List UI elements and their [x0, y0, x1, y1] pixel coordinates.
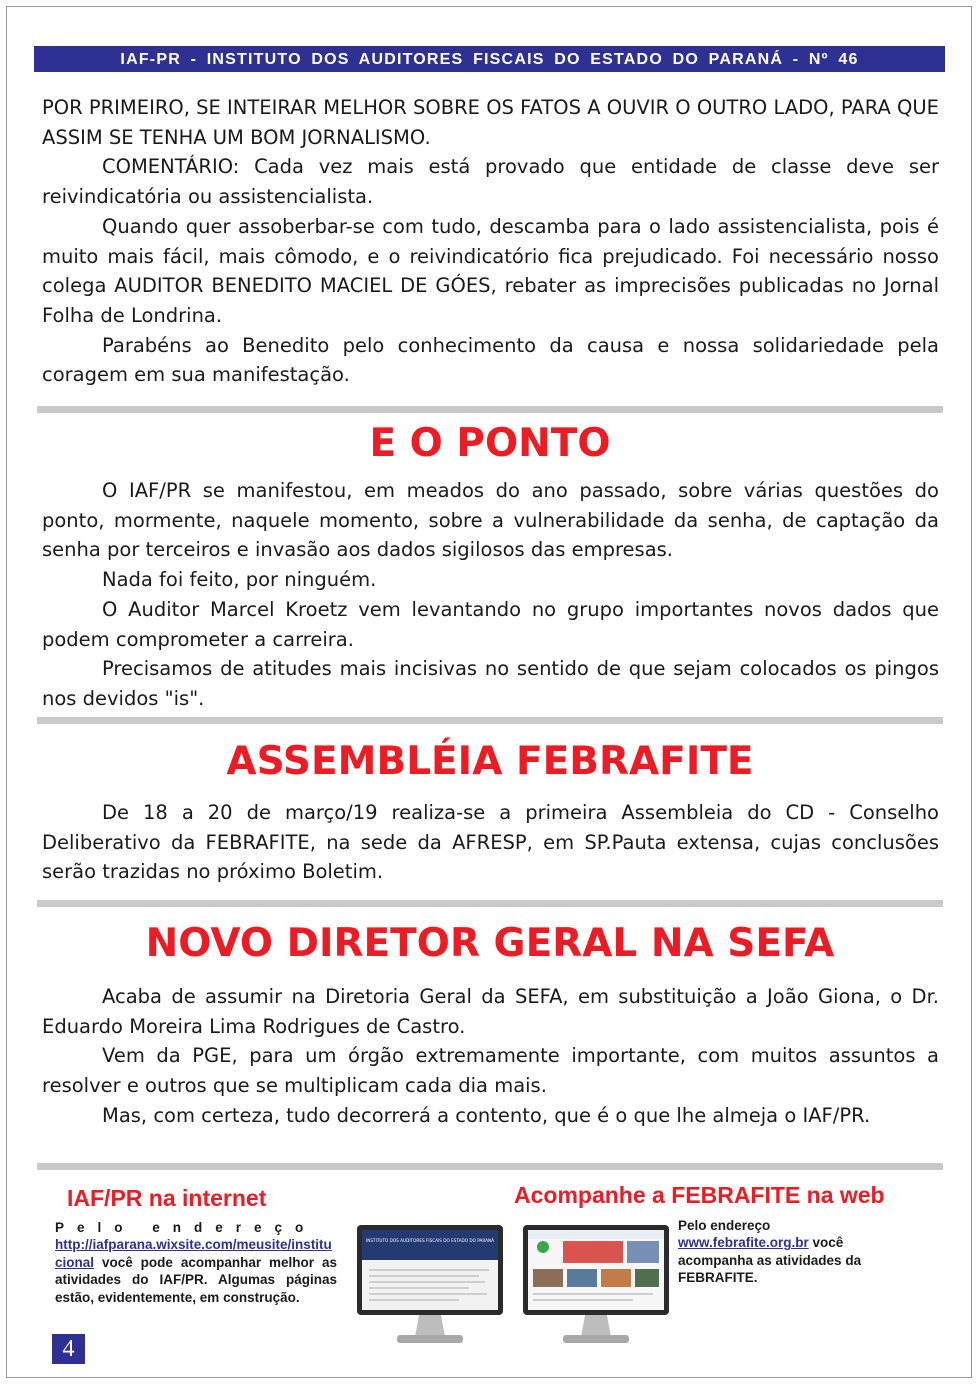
assembleia-paragraph-1: De 18 a 20 de março/19 realiza-se a primeira Assembleia do CD - Conselho Deliberativo da FEBRAFITE, na sede da AFRESP, em SP.Pauta extensa, cujas conclusões serão trazidas no próximo Boletim. — [42, 801, 939, 884]
site-text-line — [533, 1293, 653, 1295]
site-thumb — [567, 1269, 597, 1287]
site-text-line — [369, 1281, 485, 1283]
febrafite-text-after: você acompanha as atividades da FEBRAFITE. — [678, 1235, 862, 1286]
site-text-line — [533, 1299, 633, 1301]
section-divider — [37, 900, 943, 907]
site-text-line — [369, 1299, 459, 1301]
site-header — [528, 1230, 664, 1239]
iaf-site-link[interactable]: http://iafparana.wixsite.com/meusite/institucional — [55, 1237, 332, 1270]
monitor-base — [397, 1335, 463, 1343]
iaf-text-before: Pelo endereço — [55, 1220, 317, 1235]
diretor-paragraph-1: Acaba de assumir na Diretoria Geral da SEFA, em substituição a João Giona, o Dr. Eduardo Moreira Lima Rodrigues de Castro. — [42, 985, 939, 1038]
header-title: IAF-PR - INSTITUTO DOS AUDITORES FISCAIS DO ESTADO DO PARANÁ - Nº 46 — [120, 51, 859, 68]
intro-paragraph-2: COMENTÁRIO: Cada vez mais está provado que entidade de classe deve ser reivindicatória ou assistencialista. — [42, 155, 939, 209]
febrafite-web-text — [678, 1217, 908, 1287]
monitor-neck — [415, 1315, 445, 1337]
site-logo — [537, 1241, 549, 1253]
iaf-text-after: você pode acompanhar melhor as atividades do IAF/PR. Algumas páginas estão, evidentemente, em construção. — [55, 1254, 337, 1305]
iaf-website-monitor — [357, 1225, 503, 1347]
intro-paragraph-4: Parabéns ao Benedito pelo conhecimento da causa e nossa solidariedade pela coragem em sua manifestação. — [42, 333, 939, 387]
section-title-assembleia: ASSEMBLÉIA FEBRAFITE — [226, 739, 754, 784]
iaf-internet-text — [55, 1219, 337, 1306]
site-thumb — [601, 1269, 631, 1287]
site-text-line — [369, 1269, 489, 1271]
diretor-paragraph-3: Mas, com certeza, tudo decorrerá a contento, que é o que lhe almeja o IAF/PR. — [102, 1103, 871, 1127]
febrafite-website-monitor — [523, 1225, 669, 1347]
ponto-paragraph-2: Nada foi feito, por ninguém. — [102, 568, 377, 592]
ponto-paragraph-1: O IAF/PR se manifestou, em meados do ano passado, sobre várias questões do ponto, mormente, naquele momento, sobre a vulnerabilidade da senha, de captação da senha por terceiros e invasão aos dados sigilosos das empresas. — [42, 479, 939, 562]
site-feature-image — [563, 1241, 623, 1263]
intro-paragraph-1: POR PRIMEIRO, SE INTEIRAR MELHOR SOBRE OS FATOS A OUVIR O OUTRO LADO, PARA QUE ASSIM SE TENHA UM BOM JORNALISMO. — [42, 96, 939, 149]
febrafite-text-before: Pelo endereço — [678, 1218, 771, 1233]
site-banner — [362, 1230, 498, 1260]
monitor-neck — [581, 1315, 611, 1337]
febrafite-site-link[interactable]: www.febrafite.org.br — [678, 1235, 809, 1251]
ponto-paragraph-3: O Auditor Marcel Kroetz vem levantando no grupo importantes novos dados que podem comprometer a carreira. — [42, 597, 939, 651]
ponto-paragraph-4: Precisamos de atitudes mais incisivas no sentido de que sejam colocados os pingos nos devidos "is". — [42, 657, 939, 710]
diretor-article — [42, 982, 939, 1131]
site-text-line — [369, 1293, 487, 1295]
site-thumb — [533, 1269, 563, 1287]
site-side-image — [627, 1241, 659, 1263]
site-banner-title: INSTITUTO DOS AUDITORES FISCAIS DO ESTADO DO PARANÁ — [366, 1238, 494, 1243]
newsletter-header — [34, 46, 945, 72]
section-divider — [37, 717, 943, 724]
assembleia-article — [42, 798, 939, 887]
diretor-paragraph-2: Vem da PGE, para um órgão extremamente importante, com muitos assuntos a resolver e outros que se multiplicam cada dia mais. — [42, 1044, 939, 1098]
iaf-internet-title: IAF/PR na internet — [67, 1185, 267, 1211]
page-number: 4 — [52, 1334, 85, 1364]
section-divider — [37, 406, 943, 413]
intro-article — [42, 93, 939, 390]
site-text-line — [369, 1275, 479, 1277]
ponto-article — [42, 476, 939, 714]
monitor-base — [563, 1335, 629, 1343]
site-text-line — [369, 1287, 469, 1289]
site-thumb — [635, 1269, 659, 1287]
intro-paragraph-3: Quando quer assoberbar-se com tudo, descamba para o lado assistencialista, pois é muito mais fácil, mais cômodo, e o reivindicatório fica prejudicado. Foi necessário nosso colega AUDITOR BENEDITO MACIEL DE GÓES, rebater as imprecisões publicadas no Jornal Folha de Londrina. — [42, 214, 939, 327]
section-title-ponto: E O PONTO — [369, 421, 611, 466]
footer-divider — [37, 1163, 943, 1170]
section-title-diretor: NOVO DIRETOR GERAL NA SEFA — [145, 921, 835, 966]
febrafite-web-title: Acompanhe a FEBRAFITE na web — [514, 1182, 885, 1208]
